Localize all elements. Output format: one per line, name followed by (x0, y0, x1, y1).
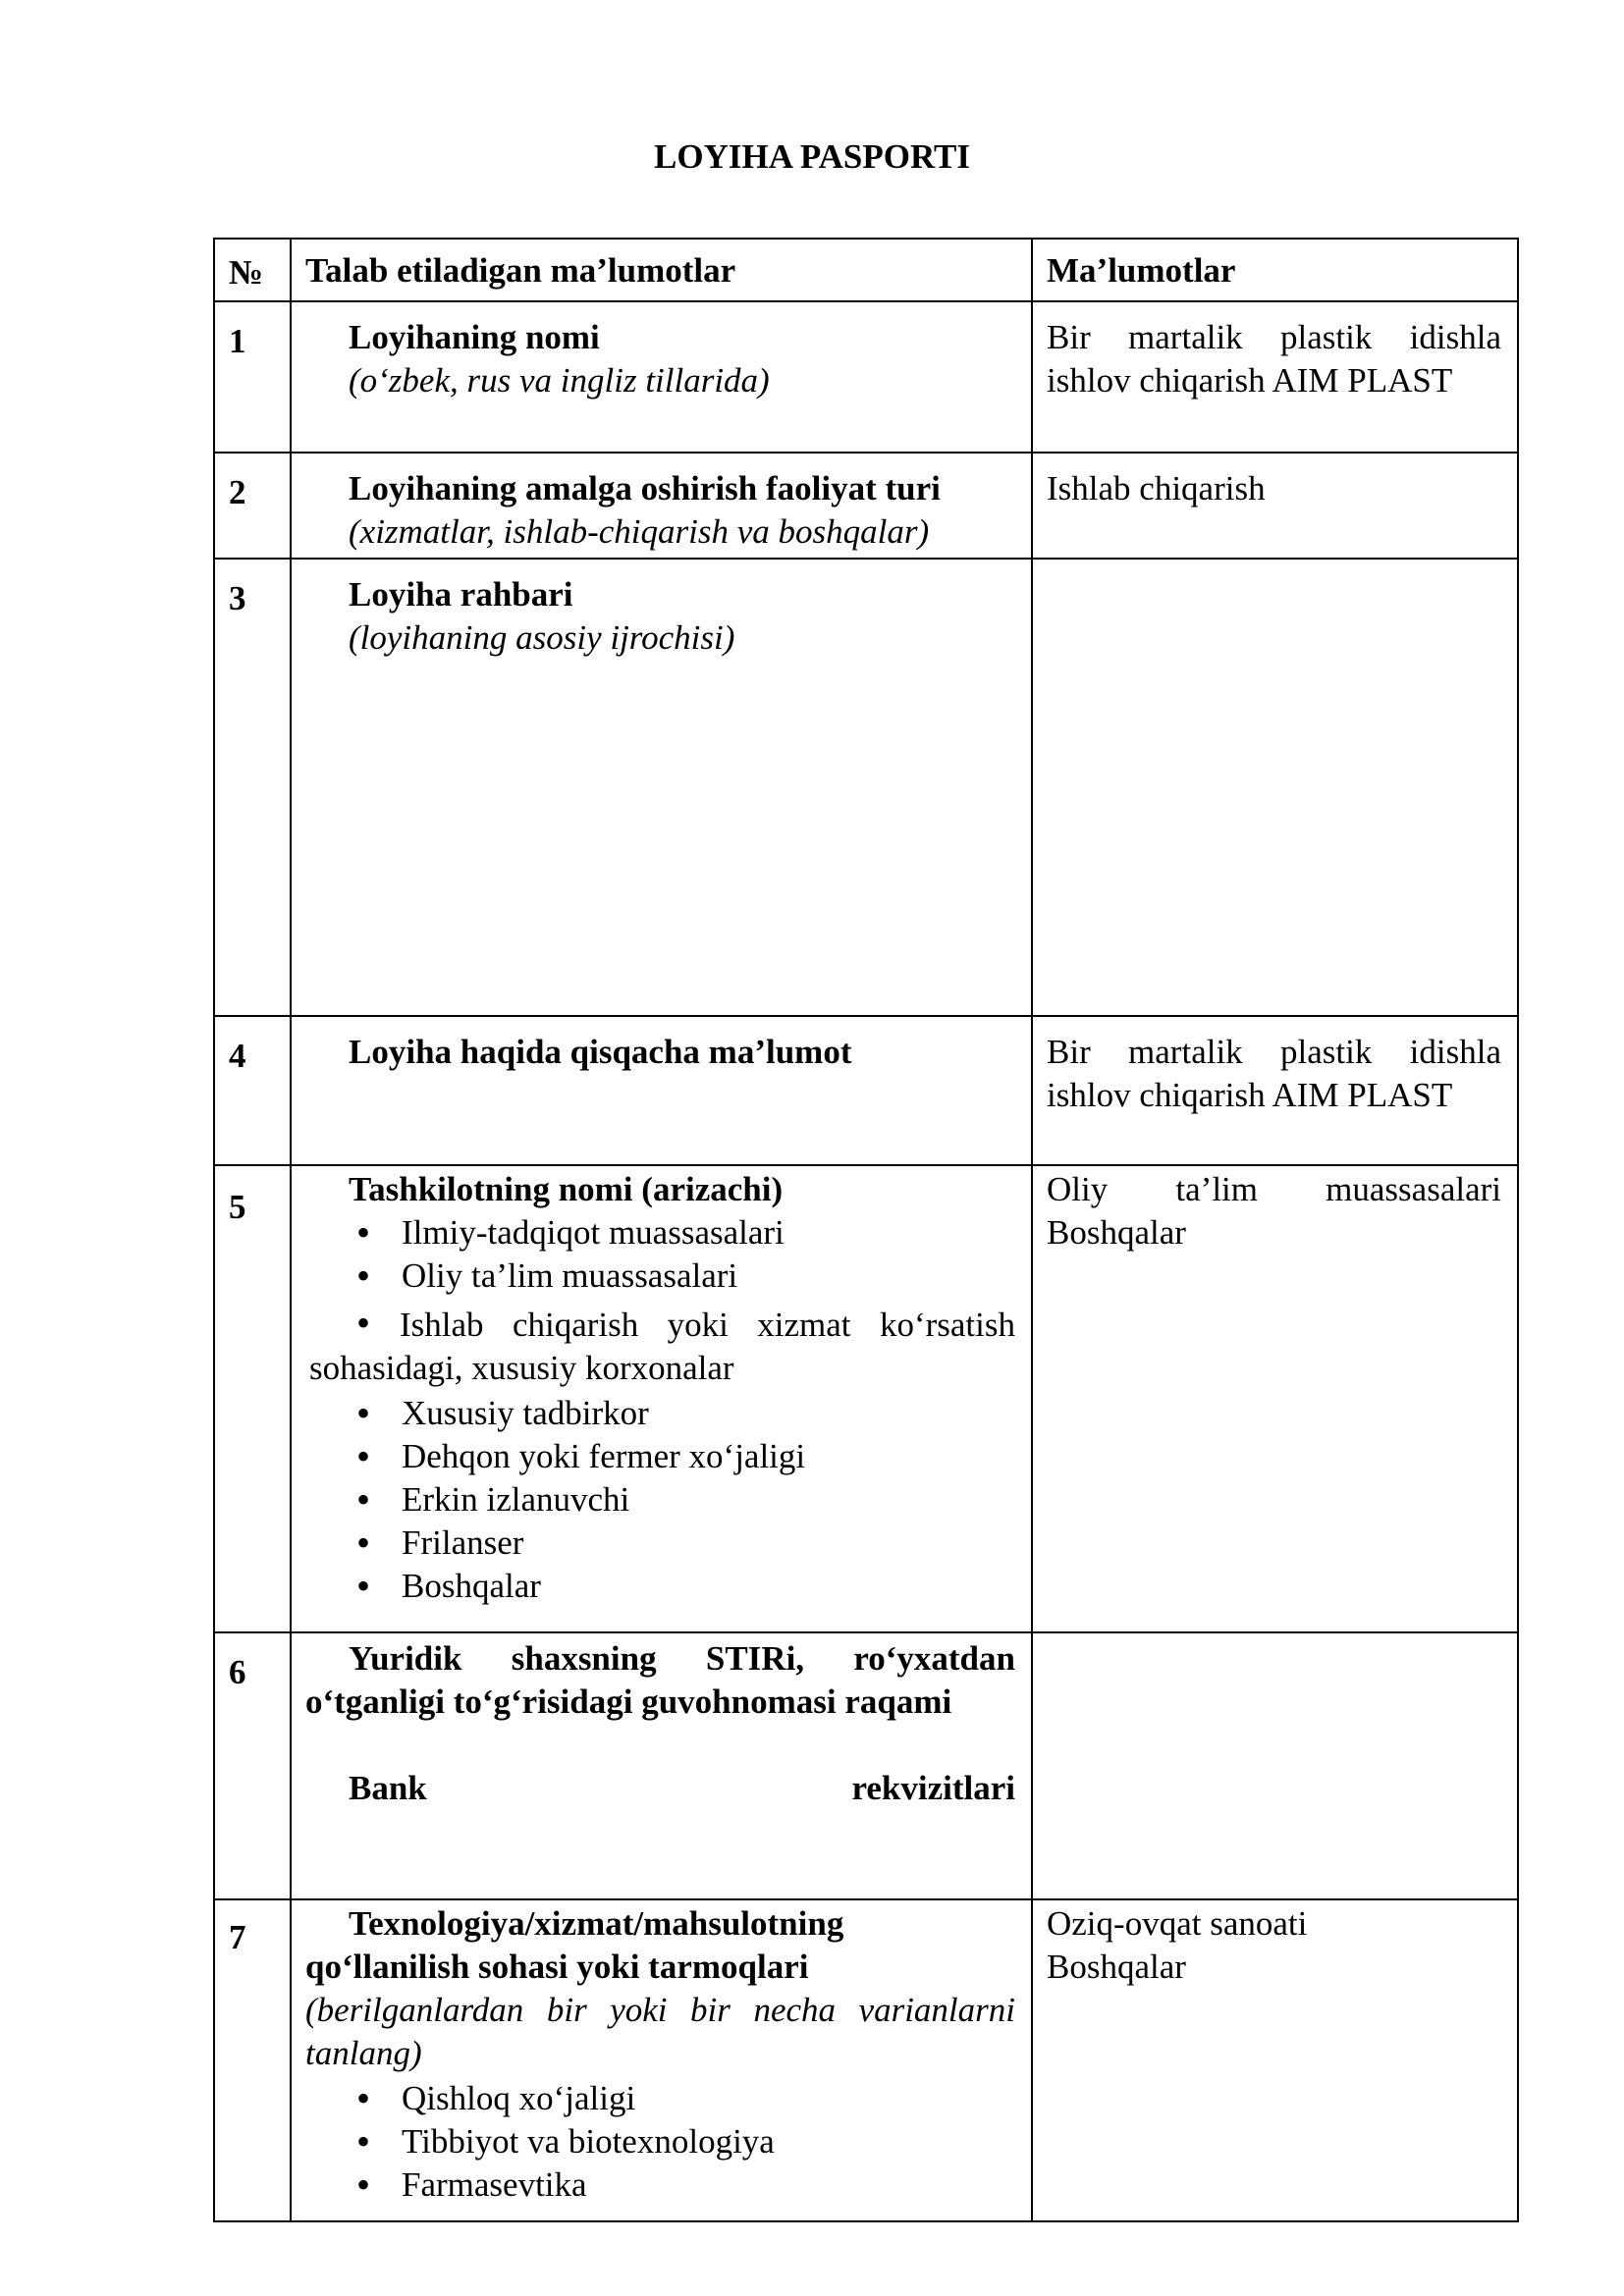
list-item-text: Ishlab chiqarish yoki xizmat ko‘rsatish sohasidagi, xususiy korxonalar (309, 1306, 1015, 1387)
row-value (1032, 1632, 1518, 1899)
page-title: LOYIHA PASPORTI (654, 137, 970, 176)
requirement-label: Tashkilotning nomi (arizachi) (349, 1170, 784, 1208)
row-value: Bir martalik plastik idishla ishlov chiqarish AIM PLAST (1032, 301, 1518, 453)
list-item: • Farmasevtika (305, 2163, 1015, 2207)
row-requirement (291, 1632, 1032, 1899)
row-requirement (291, 559, 1032, 1016)
row-requirement (291, 1899, 1032, 2221)
table-row (214, 301, 1518, 453)
applicant-type-list (305, 1211, 1015, 1298)
list-item: • Frilanser (305, 1522, 1015, 1565)
table-row (214, 1016, 1518, 1165)
application-area-list (305, 2077, 1015, 2207)
list-item: • Xususiy tadbirkor (305, 1392, 1015, 1435)
list-item: • Oliy ta’lim muassasalari (305, 1255, 1015, 1298)
table-row (214, 1632, 1518, 1899)
header-number: № (214, 239, 291, 301)
table-row (214, 453, 1518, 559)
row-number: 1 (214, 301, 291, 453)
value-line: Oliy ta’lim muassasalari (1047, 1170, 1501, 1208)
applicant-type-list-cont (305, 1392, 1015, 1608)
requirement-hint: (loyihaning asosiy ijrochisi) (349, 618, 735, 657)
bullet-icon: • (356, 1301, 371, 1345)
value-line: Boshqalar (1047, 1948, 1186, 1986)
requirement-label: Yuridik shaxsning STIRi, ro‘yxatdan o‘tganligi to‘g‘risidagi guvohnomasi raqami (305, 1639, 1015, 1721)
value-line: Oziq-ovqat sanoati (1047, 1904, 1308, 1943)
header-info: Ma’lumotlar (1032, 239, 1518, 301)
requirement-label: Loyiha haqida qisqacha ma’lumot (349, 1033, 852, 1071)
requirement-hint: (xizmatlar, ishlab-chiqarish va boshqalar) (349, 512, 930, 551)
requirement-label: Loyihaning amalga oshirish faoliyat turi (349, 469, 941, 507)
row-requirement (291, 1165, 1032, 1632)
table-header-row (214, 239, 1518, 301)
table-row (214, 1899, 1518, 2221)
header-required-info: Talab etiladigan ma’lumotlar (291, 239, 1032, 301)
row-value (1032, 1899, 1518, 2221)
project-passport-table (213, 238, 1519, 2222)
list-item: • Tibbiyot va biotexnologiya (305, 2120, 1015, 2163)
row-number: 5 (214, 1165, 291, 1632)
row-requirement (291, 301, 1032, 453)
row-requirement (291, 453, 1032, 559)
row-number: 4 (214, 1016, 291, 1165)
requirement-hint: (o‘zbek, rus va ingliz tillarida) (349, 361, 770, 400)
requirement-hint: (berilganlardan bir yoki bir necha varianlarni tanlang) (305, 1991, 1015, 2072)
list-item: • Erkin izlanuvchi (305, 1478, 1015, 1522)
row-value (1032, 559, 1518, 1016)
row-value: Bir martalik plastik idishla ishlov chiqarish AIM PLAST (1032, 1016, 1518, 1165)
requirement-label: Texnologiya/xizmat/mahsulotning qo‘llanilish sohasi yoki tarmoqlari (305, 1904, 844, 1986)
list-item: • Ilmiy-tadqiqot muassasalari (305, 1211, 1015, 1255)
row-number: 7 (214, 1899, 291, 2221)
table-row (214, 1165, 1518, 1632)
requirement-label: Loyihaning nomi (349, 318, 600, 356)
row-value: Ishlab chiqarish (1032, 453, 1518, 559)
list-item-wrapped (305, 1302, 1015, 1390)
list-item: • Boshqalar (305, 1565, 1015, 1608)
row-requirement (291, 1016, 1032, 1165)
row-number: 6 (214, 1632, 291, 1899)
requirement-label-secondary: Bank rekvizitlari (349, 1769, 1015, 1807)
list-item: • Dehqon yoki fermer xo‘jaligi (305, 1435, 1015, 1478)
row-value (1032, 1165, 1518, 1632)
row-number: 3 (214, 559, 291, 1016)
requirement-label: Loyiha rahbari (349, 575, 573, 614)
value-line: Boshqalar (1047, 1213, 1186, 1252)
row-number: 2 (214, 453, 291, 559)
list-item: • Qishloq xo‘jaligi (305, 2077, 1015, 2120)
table-row (214, 559, 1518, 1016)
